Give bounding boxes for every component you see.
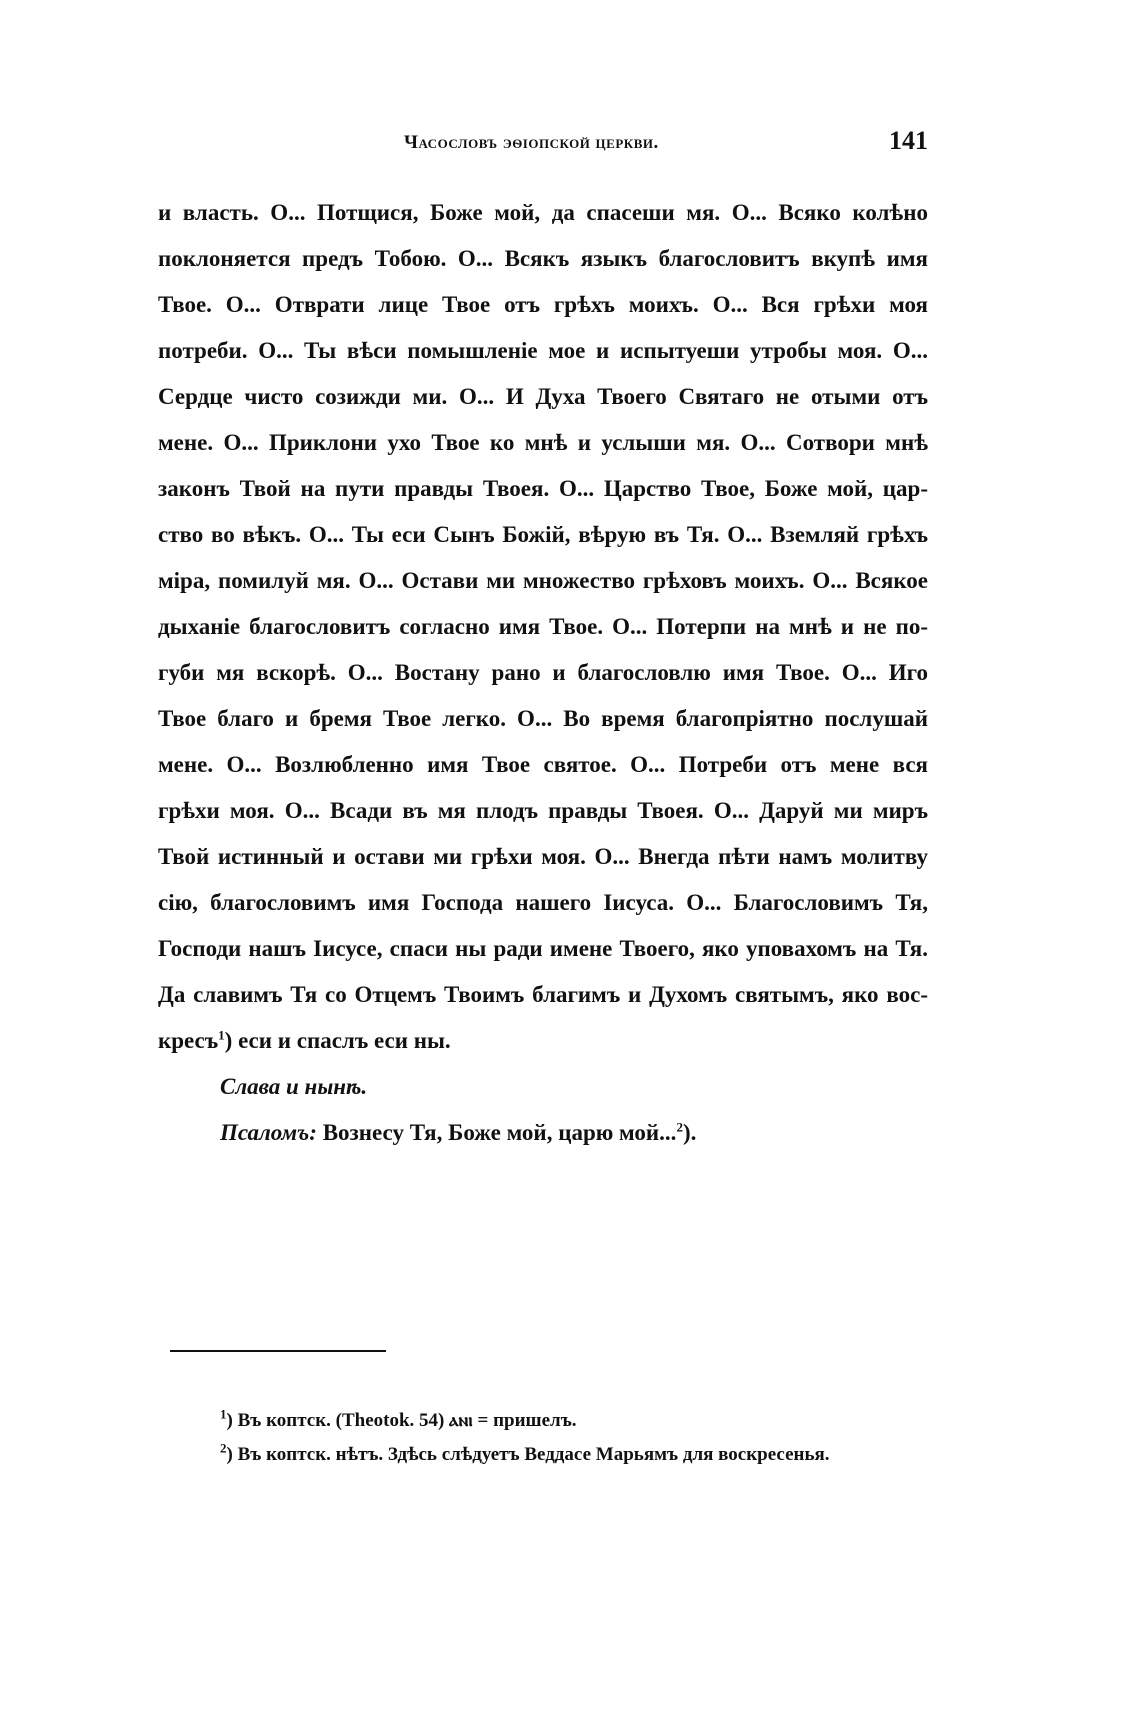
footnote-2 — [220, 1438, 940, 1472]
text-line: поклоняется предъ Тобою. О... Всякъ языкъ благословитъ вкупѣ имя — [158, 246, 928, 271]
footnotes — [220, 1404, 940, 1472]
psalm-label: Псаломъ: — [220, 1120, 317, 1145]
footnote-mark: 1 — [220, 1406, 227, 1422]
footnote-text: ) Въ коптск. нѣтъ. Здѣсь слѣдуетъ Веддасе Марьямъ для воскресенья. — [226, 1444, 830, 1465]
text-line: потреби. О... Ты вѣси помышленіе мое и испытуеши утробы моя. О... — [158, 338, 928, 363]
footnote-divider — [170, 1350, 386, 1352]
slava-line — [158, 1064, 928, 1110]
slava-label: Слава и нынѣ. — [220, 1074, 368, 1099]
text-line: законъ Твой на пути правды Твоея. О... Царство Твое, Боже мой, цар- — [158, 476, 928, 501]
footnote-mark: 2 — [220, 1440, 227, 1456]
text-line-last — [158, 1018, 928, 1064]
text-line: ство во вѣкъ. О... Ты еси Сынъ Божій, вѣрую въ Тя. О... Вземляй грѣхъ — [158, 522, 928, 547]
text-line: губи мя вскорѣ. О... Востану рано и благословлю имя Твое. О... Иго — [158, 660, 928, 685]
text-line: мене. О... Приклони ухо Твое ко мнѣ и услыши мя. О... Сотвори мнѣ — [158, 430, 928, 455]
text-line: Да славимъ Тя со Отцемъ Твоимъ благимъ и Духомъ святымъ, яко вос- — [158, 982, 928, 1007]
footnote-ref-1[interactable]: 1 — [218, 1027, 225, 1043]
text-line: Твое. О... Отврати лице Твое отъ грѣхъ моихъ. О... Вся грѣхи моя — [158, 292, 928, 317]
text-line: Господи нашъ Іисусе, спаси ны ради имене Твоего, яко уповахомъ на Тя. — [158, 936, 928, 961]
psalm-text: Вознесу Тя, Боже мой, царю мой... — [322, 1120, 677, 1145]
text-line: Твое благо и бремя Твое легко. О... Во время благопріятно послушай — [158, 706, 928, 731]
text-line: грѣхи моя. О... Всади въ мя плодъ правды Твоея. О... Даруй ми миръ — [158, 798, 928, 823]
text-line: сію, благословимъ имя Господа нашего Іисуса. О... Благословимъ Тя, — [158, 890, 928, 915]
text-line: Сердце чисто созижди ми. О... И Духа Твоего Святаго не отыми отъ — [158, 384, 928, 409]
psalm-line — [158, 1110, 928, 1156]
text-line: міра, помилуй мя. О... Остави ми множество грѣховъ моихъ. О... Всякое — [158, 568, 928, 593]
last-line-start: кресъ — [158, 1028, 219, 1053]
body-text — [158, 190, 928, 1156]
page-number: 141 — [889, 126, 928, 155]
running-head — [158, 128, 928, 164]
footnote-text: ) Въ коптск. (Theotok. 54) ⲁⲛⲓ = пришелъ. — [226, 1410, 577, 1431]
footnote-ref-2[interactable]: 2 — [676, 1119, 683, 1135]
footnote-1 — [220, 1404, 940, 1438]
text-line: Твой истинный и остави ми грѣхи моя. О... Внегда пѣти намъ молитву — [158, 844, 928, 869]
text-line: мене. О... Возлюбленно имя Твое святое. О... Потреби отъ мене вся — [158, 752, 928, 777]
psalm-end: ). — [682, 1120, 697, 1145]
last-line-end: ) еси и спаслъ еси ны. — [224, 1028, 451, 1053]
text-line: и власть. О... Потщися, Боже мой, да спасеши мя. О... Всяко колѣно — [158, 200, 928, 225]
running-title: Часословъ эѳіопской церкви. — [404, 132, 659, 153]
text-line: дыханіе благословитъ согласно имя Твое. О... Потерпи на мнѣ и не по- — [158, 614, 928, 639]
